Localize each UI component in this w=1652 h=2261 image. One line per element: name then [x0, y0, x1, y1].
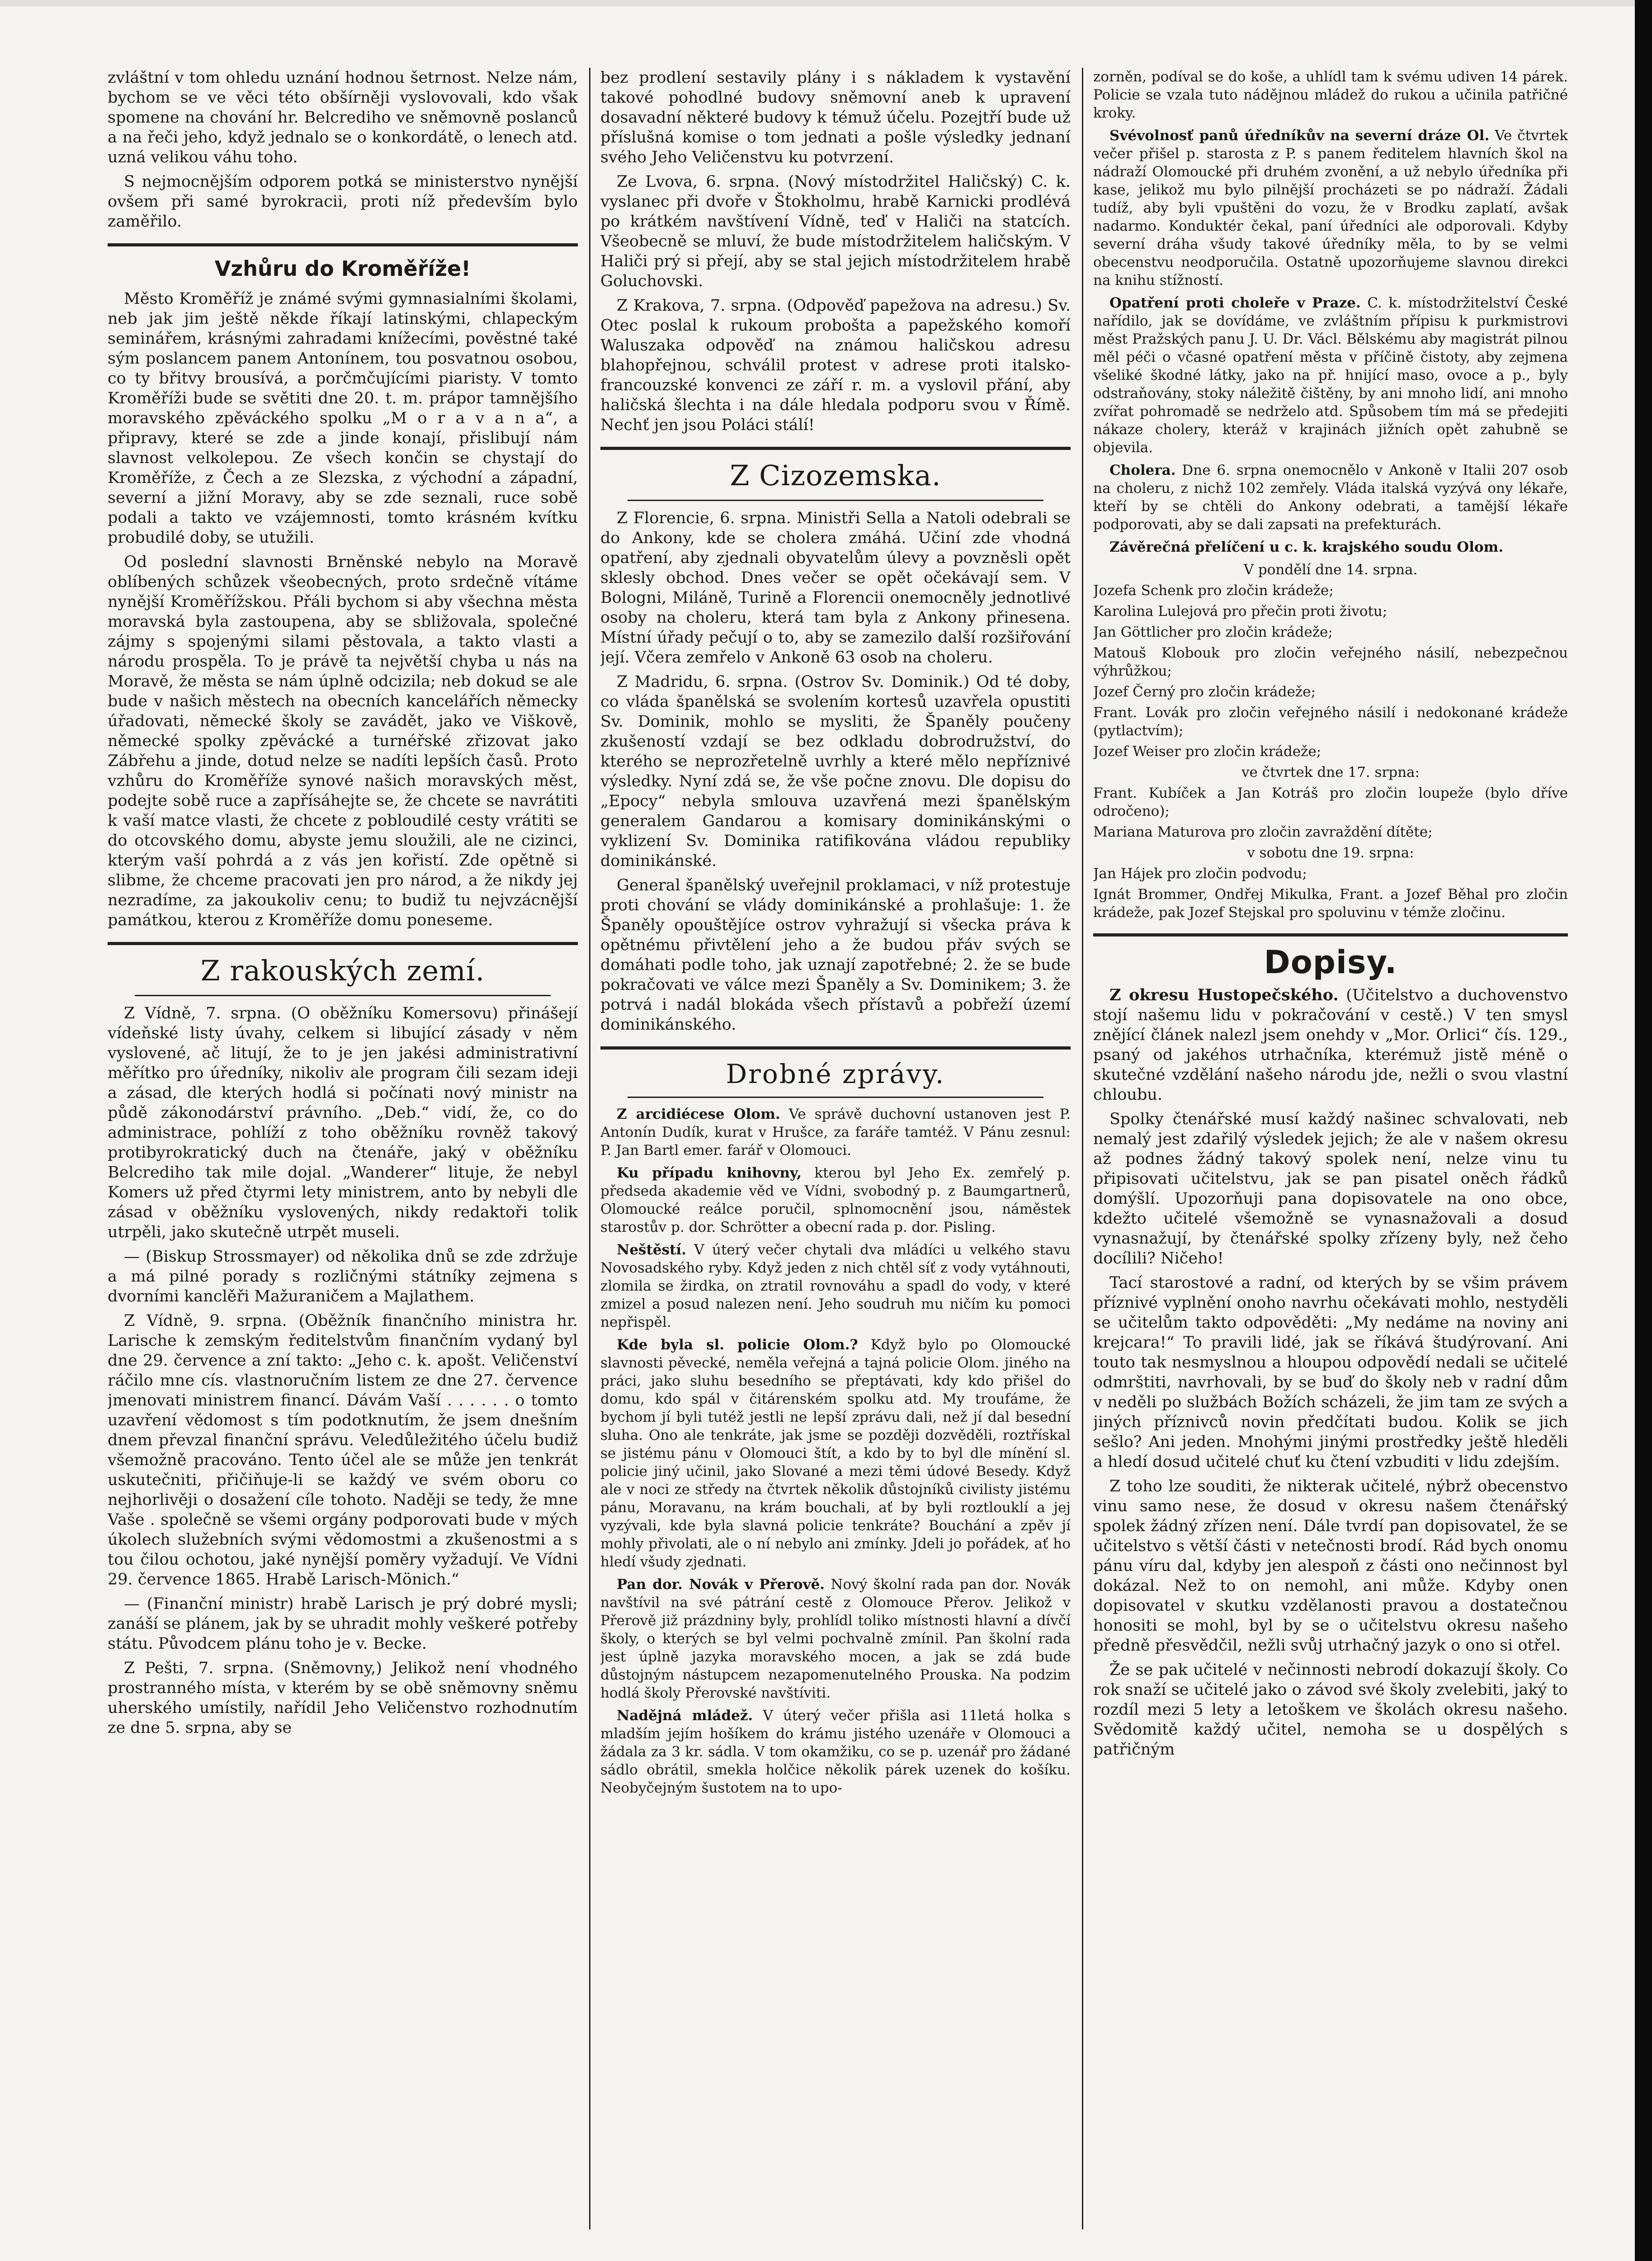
section-divider — [600, 1046, 1071, 1050]
section-heading: Vzhůru do Kroměříže! — [214, 256, 471, 281]
schedule-entry: Jozef Černý pro zločin krádeže; — [1093, 684, 1316, 700]
schedule-entry: Jan Hájek pro zločin podvodu; — [1093, 866, 1307, 882]
heading-underline — [628, 1097, 1043, 1098]
column-1 — [108, 68, 578, 2229]
article-text: Od poslední slavnosti Brněnské nebylo na Moravě oblíbených schůzek všeobecných, proto srdečně vítáme nynější Kroměřížskou. Přáli bychom si aby všechna města moravská byla zastoupena, aby se sbližovala, společné zájmy s spojenými silami pěstovala, a takto vlasti a národu prospěla. To je právě ta největší chyba u nás na Moravě, že města se nám úplně odcizila; neb dokud se ale bude v našich městech na obecních kancelářích německy úřadovati, německé školy se zavádět, jako ve Viškově, německé spolky zpěvácké a turnéřské zřizovat jako Zábřehu a jinde, dotud nelze se nadíti lepších časů. Proto vzhůru do Kroměříže synové našich moravských měst, podejte sobě ruce a zapřísáhejte se, že chcete se navrátiti k vaší matce vlasti, že chcete z pobloudilé cesty vrátiti se do otcovského domu, abyste jemu sloužili, ale ne cizinci, kterým vaší pohrdá a z vás jen kořistí. Zde opětně si slibme, že chceme pracovati jen pro národ, a že nikdy jej nezradíme, za jakoukoliv cenu; to budiž tu nejvzácnější památkou, kterou z Kroměříže domu poneseme. — [108, 553, 578, 929]
schedule-entry: Jan Göttlicher pro zločin krádeže; — [1093, 624, 1333, 640]
schedule-date: V pondělí dne 14. srpna. — [1243, 562, 1418, 578]
column-rule — [589, 68, 590, 2229]
column-3 — [1093, 68, 1568, 2229]
brief-text: Dne 6. srpna onemocnělo v Ankoně v Italii 207 osob na choleru, z nichž 102 zemřely. Vláda italská vyzývá ony lékaře, kteří by se chtěli do Ankony odebrati, a tamější lékaře podporovati, aby se dali zapsati na prefekturách. — [1093, 462, 1568, 533]
section-divider — [108, 243, 578, 246]
article-text: Spolky čtenářské musí každý našinec schvalovati, neb nemalý jest zdařilý výsledek jejich; že ale v našem okresu až podnes žádný takový spolek není, nelze vinu tu připisovati učitelstvu, jak se pan pisatel oněch řádků domýšlí. Upozorňuji pana dopisovatele na ono obce, kdežto učitelé všemožně se vynasnažovali a dosud vynasnažují, by čtenářské spolky zřízeny byly, než čeho docílili? Ničeho! — [1093, 1110, 1568, 1268]
article-text: Z Vídně, 7. srpna. (O oběžníku Komersovu) přinášejí vídeňské listy úvahy, celkem si libující zásady v něm vyslovené, ač litují, že to je jen jakési administrativní měřítko pro úředníky, nikoliv ale program čili sezam ideji a zásad, dle kterých hodlá si počínati nový ministr na půdě zákonodárství právního. „Deb.“ vidí, že, co do administrace, pohlíží z toho oběžníku rovněž takový protibyrokratický duch na čtenáře, jaký v oběžníku Belcrediho tak mile dojal. „Wanderer“ lituje, že nebyl Komers už před čtyrmi lety ministrem, anto by nebyli dle zásad v oběžníku vyslovených, nikdy redaktoři tolik utrpěli, jako skutečně utrpět museli. — [108, 1004, 578, 1241]
scan-dark-edge — [1635, 0, 1652, 2261]
section-divider — [600, 447, 1071, 450]
brief-title: Opatření proti choleře v Praze. — [1109, 295, 1361, 311]
brief-item — [600, 1105, 1071, 1159]
letter-title: Z okresu Hustopečského. — [1109, 986, 1339, 1004]
brief-text: Když bylo po Olomoucké slavnosti pěvecké, neměla veřejná a tajná policie Olom. jiného na práci, jako sluhu besedního se přeptávati, kdy kdo přišel do domu, kdo spál v čitárenském spolku atd. My troufáme, že bychom jí byli tutéž jestli ne lepší zprávu dali, než jí dal besední sluha. Ono ale tenkráte, jak jsme se později dozvěděli, roztřískal se jistému pánu v Olomouci štít, a kdo by to byl dle mínění sl. policie jiný učinil, jako Slované a mezi těmi údové Besedy. Když ale v noci ze středy na čtvrtek několik důstojníků civilisty jistému pánu, Moravanu, na krám bouchali, ať by byli roztlouklí a jej vyzývali, kde byla slavná policie tenkráte? Bouchání a zpěv jí mohly přivolati, ale o ní nebylo ani zmínky. Jdeli jo pořádek, ať ho hledí všudy zjednati. — [600, 1337, 1071, 1570]
section-heading: Dopisy. — [1264, 944, 1397, 981]
article-text: Z Vídně, 9. srpna. (Oběžník finančního ministra hr. Larische k zemským ředitelstvům finančním vydaný byl dne 29. července a zní takto: „Jeho c. k. apošt. Veličenství ráčilo mne cís. vlastnoručním listem ze dne 27. července jmenovati ministrem financí. Dávám Vaší . . . . . . o tomto uzavření vědomost s tím podotknutím, že jsem dnešním dnem převzal finanční správu. Veledůležitého účelu budiž všemožně pracováno. Tento účel ale se může jen tenkrát uskutečniti, přičiňuje-li se každý ve svém oboru co nejhorlivěji o dosažení cíle tohoto. Naději se tedy, že mne Vaše . společně se všemi orgány podporovati bude v mých úkolech služebních svými vědomostmi a zkušenostmi a s tou čilou ochotou, jaké nynější poměry vyžadují. Ve Vídni 29. července 1865. Hrabě Larisch-Mönich.“ — [108, 1312, 578, 1589]
brief-title: Pan dor. Novák v Přerově. — [617, 1576, 825, 1593]
section-heading: Z Cizozemska. — [730, 459, 941, 492]
heading-underline — [135, 995, 551, 996]
article-text: Město Kroměříž je známé svými gymnasialními školami, neb jak jim ještě někde říkají latinskými, chlapeckým seminářem, krásnými zahradami knížecími, pověstné také sým poslancem panem Antonínem, tou posvatnou osobou, co ty břitvy brousívá, a porčmčujícími piaristy. V tomto Kroměříži bude se světiti dne 20. t. m. prápor tamnějšího moravského zpěváckého spolku „M o r a v a n a“, a připravy, které se zde a jinde konají, přislibují nám slavnost velkolepou. Ze všech končin se chystají do Kroměříže, z Čech a ze Slezska, z východní a západní, severní a jižní Moravy, aby se zde seznali, ruce sobě podali a takto ve vzájemnosti, tomto krásném kvítku probudilé doby, se utužili. — [108, 290, 578, 547]
brief-title: Ku případu knihovny, — [617, 1165, 802, 1181]
brief-text: Ve správě duchovní ustanoven jest P. Antonín Dudík, kurat v Hrušce, za faráře tamtéž. V Pánu zesnul: P. Jan Bartl emer. farář v Olomouci. — [600, 1106, 1071, 1159]
article-text: Z Krakova, 7. srpna. (Odpověď papežova na adresu.) Sv. Otec poslal k rukoum probošta a papežského komoří Waluszaka odpověď na známou haličskou adresu blahopřejnou, schválil protest v adrese proti italsko-francouzské konvenci ze září r. m. a vyslovil přání, aby haličská šlechta i na dále hledala podporu svou v Římě. Nechť jen jsou Poláci stálí! — [600, 297, 1071, 434]
letter-text: (Učitelstvo a duchovenstvo stojí našemu lidu v pokračování v cestě.) V ten smysl znějící článek nalezl jsem onehdy v „Mor. Orlici“ čís. 129., psaný od jakéhos utrhačníka, kterémuž jistě méně o skutečné vzdělání našeho národu jde, nežli o svou vlastní chloubu. — [1093, 986, 1568, 1104]
brief-text: kterou byl Jeho Ex. zemřelý p. předseda akademie věd ve Vídni, svobodný p. z Baumgartnerů, Olomoucké reálce poručil, splnomocnění jsou, náměstek starostův p. dor. Schrötter a obecní rada p. dor. Pisling. — [600, 1165, 1071, 1235]
article-text: General španělský uveřejnil proklamaci, v níž protestuje proti chování se vlády dominikánské a prohlašuje: 1. že Španěly opouštějíce ostrov vyhražují si všecka práva k opětnému přivtělení jeho a že budou přáv svých se domáhati podle toho, jak uznají zapotřebné; 2. že se bude pokračovati ve válce mezi Španěly a Sv. Dominikem; 3. že potrvá i nadál blokáda všech přístavů a pobřeží území dominikánského. — [600, 876, 1071, 1034]
article-text: Ze Lvova, 6. srpna. (Nový místodržitel Haličský) C. k. vyslanec při dvoře v Štokholmu, hrabě Karnicki prodlévá po krátkém navštívení Vídně, teď v Haliči na statcích. Všeobecně se mluví, že bude místodržitelem haličským. V Haliči prý si přejí, aby se stal jejich místodržitelem hrabě Goluchovski. — [600, 173, 1071, 290]
brief-text: C. k. místodržitelství České nařídilo, jak se dovídáme, ve zvláštním přípisu k purkmistrovi měst Pražských panu J. U. Dr. Václ. Bělskému aby magistrát pilnou měl péči o včasné opatření města v příčině čistoty, aby zejmena všeliké škodné látky, jako na př. hnijící maso, ovoce a p., byly odstraňovány, stoky náležitě čištěny, by ani mnoho lidí, ani mnoho zvířat pohromadě se nedrželo atd. Spůsobem tím má se předejiti nákaze cholery, kteráž v krajinách jižních opět zahubně se objevila. — [1093, 295, 1568, 456]
schedule-date: v sobotu dne 19. srpna: — [1247, 845, 1414, 861]
schedule-entry: Jozefa Schenk pro zločin krádeže; — [1093, 582, 1334, 599]
brief-title: Cholera. — [1109, 462, 1176, 478]
brief-text: V úterý večer přišla asi 11letá holka s mladším jejím hošíkem do krámu jistého uzenáře v Olomouci a žádala za 3 kr. sádla. V tom okamžiku, co se p. uzenář pro žádané sádlo obrátil, smekla holčice několik párek uzenek do košíku. Neobyčejným šustotem na to upo- — [600, 1708, 1071, 1796]
schedule-entry: Matouš Klobouk pro zločin veřejného násilí, nebezpečnou výhrůžkou; — [1093, 645, 1568, 679]
brief-title: Nadějná mládež. — [617, 1708, 753, 1724]
brief-text: zorněn, podíval se do koše, a uhlídl tam k svému udiven 14 párek. Policie se vzala tuto nádějnou mládež do rukou a učinila patřičné kroky. — [1093, 69, 1568, 121]
brief-item — [600, 1241, 1071, 1331]
brief-item — [1093, 538, 1568, 556]
article-text: Z Pešti, 7. srpna. (Sněmovny,) Jelikož není vhodného prostranného místa, v kterém by se obě sněmovny sněmu uherského umístily, nařídil Jeho Veličenstvo rozhodnutím ze dne 5. srpna, aby se — [108, 1659, 578, 1737]
letter-item — [1093, 985, 1568, 1105]
article-text: Z Madridu, 6. srpna. (Ostrov Sv. Dominik.) Od té doby, co vláda španělská se svolením kortesů uzavřela opustiti Sv. Dominik, mohlo se mysliti, že Španěly poučeny zkušeností vzdají se bez odkladu dobrodružství, do kterého se neprozřetelně uvrhly a které mělo nepříznivé výsledky. Nyní zdá se, že vše počne znovu. Dle dopisu do „Epocy“ nebyla smlouva uzavřená mezi španělským generalem Gandarou a komisary dominikánskými o vyklizení Sv. Dominika ratifikována vládou republiky dominikánské. — [600, 673, 1071, 870]
article-text: — (Biskup Strossmayer) od několika dnů se zde zdržuje a má pilné porady s rozličnými státníky zejmena s dvorními kanclěři Mažuraničem a Majlathem. — [108, 1248, 578, 1306]
brief-item — [600, 1164, 1071, 1236]
brief-text: Nový školní rada pan dor. Novák navštívil na své pátrání cestě z Olomouce Přerov. Jelikož v Přerově již prázdniny byly, prohlídl toliko místnosti hlavní a dívčí školy, o kterých se byl velmi pochvalně zmínil. Pan školní rada jest úplně jazyka moravského mocen, a jak se zdá bude důstojným nástupcem nezapomenutelného Prouska. Na podzim hodlá školy Přerovské navštíviti. — [600, 1576, 1071, 1701]
article-text: — (Finanční ministr) hrabě Larisch je prý dobré mysli; zanáší se plánem, jak by se uhradit mohly veškeré potřeby státu. Původcem plánu toho je v. Becke. — [108, 1595, 578, 1653]
column-2 — [600, 68, 1071, 2229]
section-heading: Z rakouských zemí. — [200, 954, 485, 987]
article-text: Z Florencie, 6. srpna. Ministři Sella a Natoli odebrali se do Ankony, kde se cholera zmáhá. Učiní zde vhodná opatření, aby zjednali obyvatelům úlevy a povzněsli opět sklesly obchod. Dnes večer se opět očekávají sem. V Bologni, Miláně, Turině a Florencii onemocněly jednotlivé osoby na choleru, která tam byla z Ankony přinesena. Místní úřady pečují o to, aby se zamezilo další rozšiřování její. Včera zemřelo v Ankoně 63 osob na choleru. — [600, 509, 1071, 667]
brief-item — [600, 1575, 1071, 1702]
section-heading: Drobné zprávy. — [726, 1059, 945, 1089]
page-top-edge — [0, 0, 1635, 6]
schedule-entry: Frant. Lovák pro zločin veřejného násilí i nedokonané krádeže (pytlactvím); — [1093, 705, 1568, 739]
heading-underline — [628, 500, 1043, 501]
article-text: Že se pak učitelé v nečinnosti nebrodí dokazují školy. Co rok snaží se učitelé jako o závod své školy zvelebiti, jaký to rozdíl mezi 5 lety a letoškem ve školách okresu našeho. Svědomitě každý učitel, nemoha se u dospělých s patřičným — [1093, 1661, 1568, 1759]
brief-item — [1093, 127, 1568, 289]
brief-text: V úterý večer chytali dva mládíci u velkého stavu Novosadského ryby. Když jeden z nich chtěl síť z vody vytáhnouti, zlomila se žirdka, on ztratil rovnováhu a spadl do vody, v které zmizel a posud nalezen není. Jeho soudruh mu ničím ku pomoci nepřispěl. — [600, 1242, 1071, 1330]
brief-title: Neštěstí. — [617, 1242, 686, 1258]
brief-item — [600, 1336, 1071, 1571]
section-divider — [108, 942, 578, 945]
schedule-date: ve čtvrtek dne 17. srpna: — [1241, 764, 1420, 780]
brief-item — [600, 1707, 1071, 1797]
schedule-entry: Karolina Lulejová pro přečin proti životu; — [1093, 603, 1388, 620]
article-text: bez prodlení sestavily plány i s nákladem k vystavění takové pohodlné budovy sněmovní aneb k upravení dosavadní některé budovy k témuž účelu. Pozejtří bude už příslušná komise o tom jednati a pošle výsledky jednaní svého Jeho Veličenstvu ku potvrzení. — [600, 69, 1071, 166]
news-briefs — [600, 1105, 1071, 1797]
schedule-entry: Mariana Maturova pro zločin zavraždění dítěte; — [1093, 824, 1433, 840]
brief-item — [1093, 294, 1568, 457]
court-schedule — [1093, 561, 1568, 922]
brief-title: Kde byla sl. policie Olom.? — [617, 1337, 858, 1353]
news-briefs — [1093, 68, 1568, 556]
article-text: Z toho lze souditi, že nikterak učitelé, nýbrž obecenstvo vinu samo nese, že dosud v okresu našem čtenářský spolek žádný zřízen není. Dále tvrdí pan dopisovatel, že se učitelstvo s větší části v netečnosti brodí. Rád bych onomu pánu víru dal, kdyby jen alespoň z části ono nečinnost byl dokázal. Než to on nemohl, ani může. Kdyby onen dopisovatel v skutku vzdělanosti pravou a dostatečnou honositi se mohl, byl by se o učitelstvu okresu našeho předně přesvědčil, nežli svůj utrhačný jazyk o ono si otřel. — [1093, 1477, 1568, 1655]
brief-item — [1093, 461, 1568, 534]
newspaper-page — [108, 68, 1568, 2229]
brief-title: Závěrečná přelíčení u c. k. krajského soudu Olom. — [1109, 539, 1504, 555]
schedule-entry: Ignát Brommer, Ondřej Mikulka, Frant. a Jozef Běhal pro zločin krádeže, pak Jozef Stejskal pro spoluvinu v témže zločinu. — [1093, 886, 1568, 921]
schedule-entry: Jozef Weiser pro zločin krádeže; — [1093, 743, 1322, 760]
brief-title: Svévolnosť panů úředníkův na severní dráze Ol. — [1109, 128, 1490, 144]
article-text: S nejmocnějším odporem potká se ministerstvo nynější ovšem při samé byrokracii, proti níž především bylo zaměřilo. — [108, 173, 578, 231]
article-text: Tací starostové a radní, od kterých by se všim právem příznivé vyplnění onoho navrhu očekávati mohlo, nestyděli se učitelům takto odpověděti: „My nedáme na noviny ani krejcara!“ To pravili lidé, jak se říkává študýrovaní. Ani touto tak nesmyslnou a hloupou odpovědí nedali se učitelé odmrštiti, navrhovali, by se buď do školy neb v radní dům v neděli po službách Božích scházeli, že jim tam ze svých a jiných příznivců novin předčítati budou. Kolik se jich sešlo? Ani jeden. Mnohými jinými prostředky ještě hleděli a hledí dosud učitelé chuť ku čtení vzbuditi v lidu zdejším. — [1093, 1274, 1568, 1471]
brief-title: Z arcidiécese Olom. — [617, 1106, 780, 1122]
article-text: zvláštní v tom ohledu uznání hodnou šetrnost. Nelze nám, bychom se ve věci této obšírněji vyslovovali, kdo však spomene na chování hr. Belcrediho ve sněmovně poslanců a na řeči jeho, když jednalo se o konkordátě, o lenech atd. uzná velikou váhu toho. — [108, 69, 578, 166]
section-divider — [1093, 933, 1568, 937]
schedule-entry: Frant. Kubíček a Jan Kotráš pro zločin loupeže (bylo dříve odročeno); — [1093, 785, 1568, 819]
brief-text: Ve čtvrtek večer přišel p. starosta z P. s panem ředitelem hlavních škol na nádraží Olomoucké při druhém zvonění, a už nebylo úředníka při kase, jelikož mu bylo pilnější procházeti se po nádraží. Žádali tudíž, aby byli vpuštěni do vozu, že v Brodku zaplatí, avšak nadarmo. Konduktér čekal, paní úředníci ale odporovali. Kdyby severní dráha všudy takové úředníky měla, to by se velmi obecenstvu neodporučila. Ostatně upozorňujeme slavnou direkci na knihu stížností. — [1093, 128, 1568, 289]
column-rule — [1082, 68, 1083, 2229]
